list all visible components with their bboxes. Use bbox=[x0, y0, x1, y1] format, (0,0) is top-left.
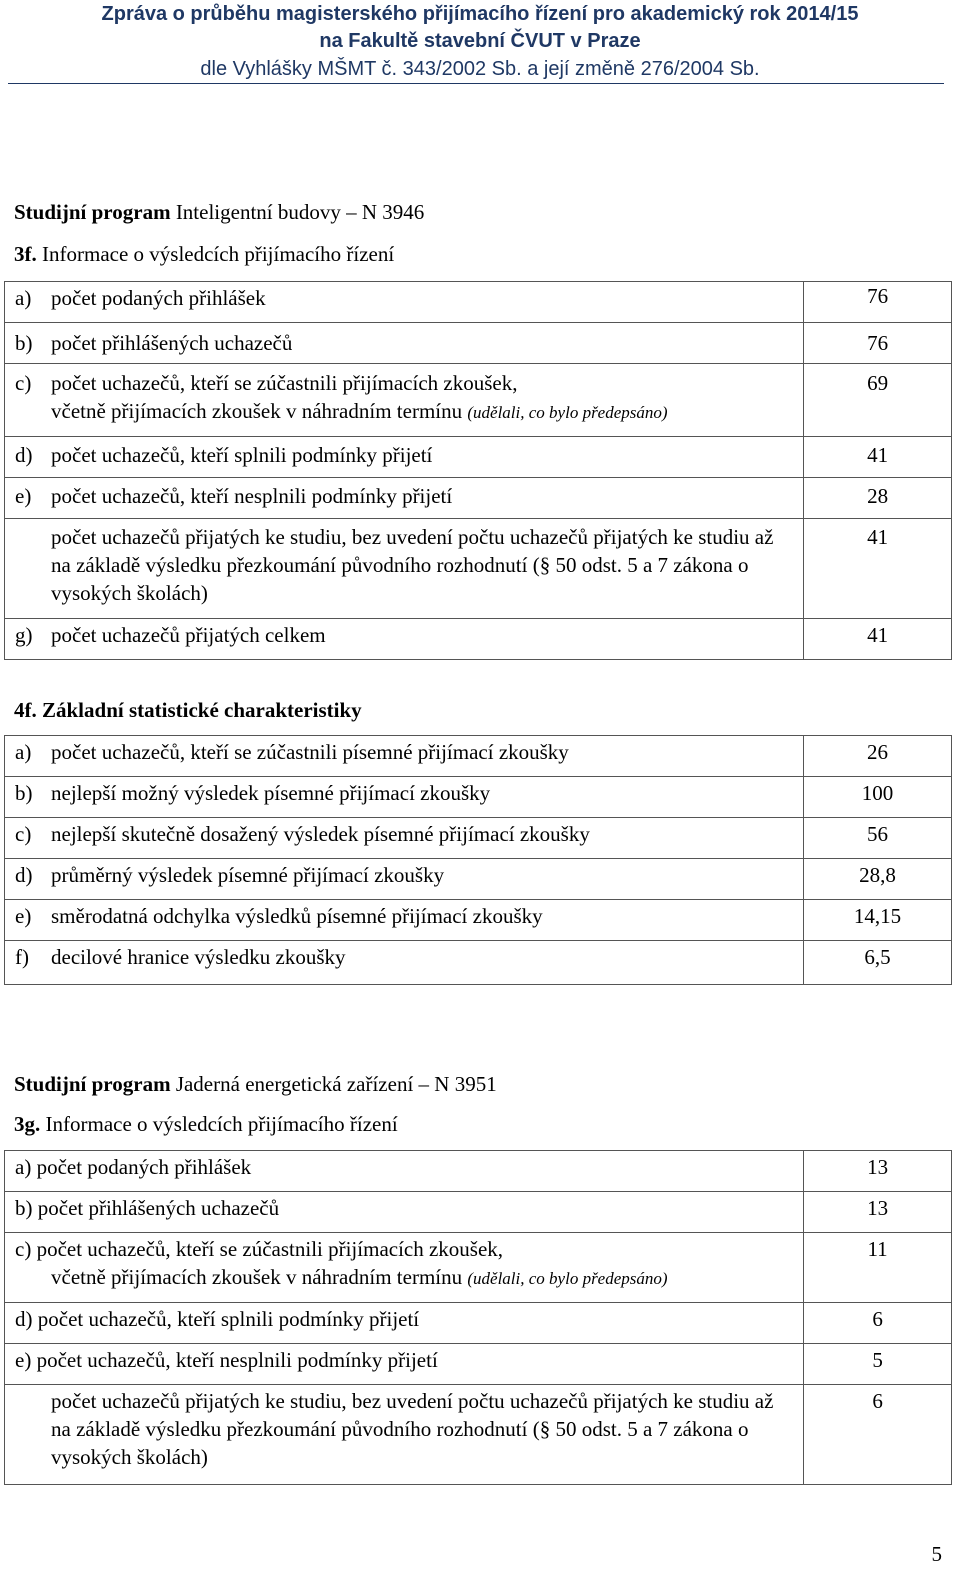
table-row: b) počet přihlášených uchazečů 13 bbox=[5, 1192, 952, 1233]
table-row: e) směrodatná odchylka výsledků písemné přijímací zkoušky 14,15 bbox=[5, 900, 952, 941]
page-number: 5 bbox=[931, 1542, 942, 1566]
table-row: d) počet uchazečů, kteří splnili podmínky přijetí 6 bbox=[5, 1303, 952, 1344]
program1-admission-table bbox=[4, 281, 952, 660]
program1-statistics-table bbox=[4, 735, 952, 985]
report-title: Zpráva o průběhu magisterského přijímacího řízení pro akademický rok 2014/15 bbox=[101, 3, 859, 25]
program2-admission-table bbox=[4, 1150, 952, 1485]
program1-heading: Studijní program Inteligentní budovy – N 3946 bbox=[14, 200, 425, 224]
table-row: g) počet uchazečů přijatých celkem 41 bbox=[5, 619, 952, 660]
report-faculty: na Fakultě stavební ČVUT v Praze bbox=[319, 30, 641, 52]
table-row: c) počet uchazečů, kteří se zúčastnili přijímacích zkoušek, včetně přijímacích zkoušek v náhradním termínu (udělali, co bylo předepsáno) 11 bbox=[5, 1233, 952, 1303]
table-row: b) počet přihlášených uchazečů 76 bbox=[5, 323, 952, 364]
table-row: a) počet podaných přihlášek 13 bbox=[5, 1151, 952, 1192]
header-divider bbox=[8, 83, 944, 84]
table-row: f) decilové hranice výsledku zkoušky 6,5 bbox=[5, 941, 952, 985]
table-row: počet uchazečů přijatých ke studiu, bez uvedení počtu uchazečů přijatých ke studiu až na základě výsledku přezkoumání původního rozhodnutí (§ 50 odst. 5 a 7 zákona o vysokých školách) 41 bbox=[5, 519, 952, 619]
program1-section4-heading: 4f. Základní statistické charakteristiky bbox=[14, 698, 362, 722]
report-regulation: dle Vyhlášky MŠMT č. 343/2002 Sb. a její změně 276/2004 Sb. bbox=[200, 58, 760, 80]
table-row: počet uchazečů přijatých ke studiu, bez uvedení počtu uchazečů přijatých ke studiu až na základě výsledku přezkoumání původního rozhodnutí (§ 50 odst. 5 a 7 zákona o vysokých školách) 6 bbox=[5, 1385, 952, 1485]
program1-section3-heading: 3f. Informace o výsledcích přijímacího řízení bbox=[14, 242, 395, 266]
table-row: b) nejlepší možný výsledek písemné přijímací zkoušky 100 bbox=[5, 777, 952, 818]
table-row: c) počet uchazečů, kteří se zúčastnili přijímacích zkoušek, včetně přijímacích zkoušek v náhradním termínu (udělali, co bylo předepsáno) 69 bbox=[5, 364, 952, 437]
table-row: e) počet uchazečů, kteří nesplnili podmínky přijetí 28 bbox=[5, 478, 952, 519]
table-row: a) počet podaných přihlášek 76 bbox=[5, 282, 952, 323]
table-row: d) průměrný výsledek písemné přijímací zkoušky 28,8 bbox=[5, 859, 952, 900]
table-row: d) počet uchazečů, kteří splnili podmínky přijetí 41 bbox=[5, 437, 952, 478]
table-row: e) počet uchazečů, kteří nesplnili podmínky přijetí 5 bbox=[5, 1344, 952, 1385]
table-row: c) nejlepší skutečně dosažený výsledek písemné přijímací zkoušky 56 bbox=[5, 818, 952, 859]
program2-section3-heading: 3g. Informace o výsledcích přijímacího řízení bbox=[14, 1112, 398, 1136]
table-row: a) počet uchazečů, kteří se zúčastnili písemné přijímací zkoušky 26 bbox=[5, 736, 952, 777]
program2-heading: Studijní program Jaderná energetická zařízení – N 3951 bbox=[14, 1072, 497, 1096]
